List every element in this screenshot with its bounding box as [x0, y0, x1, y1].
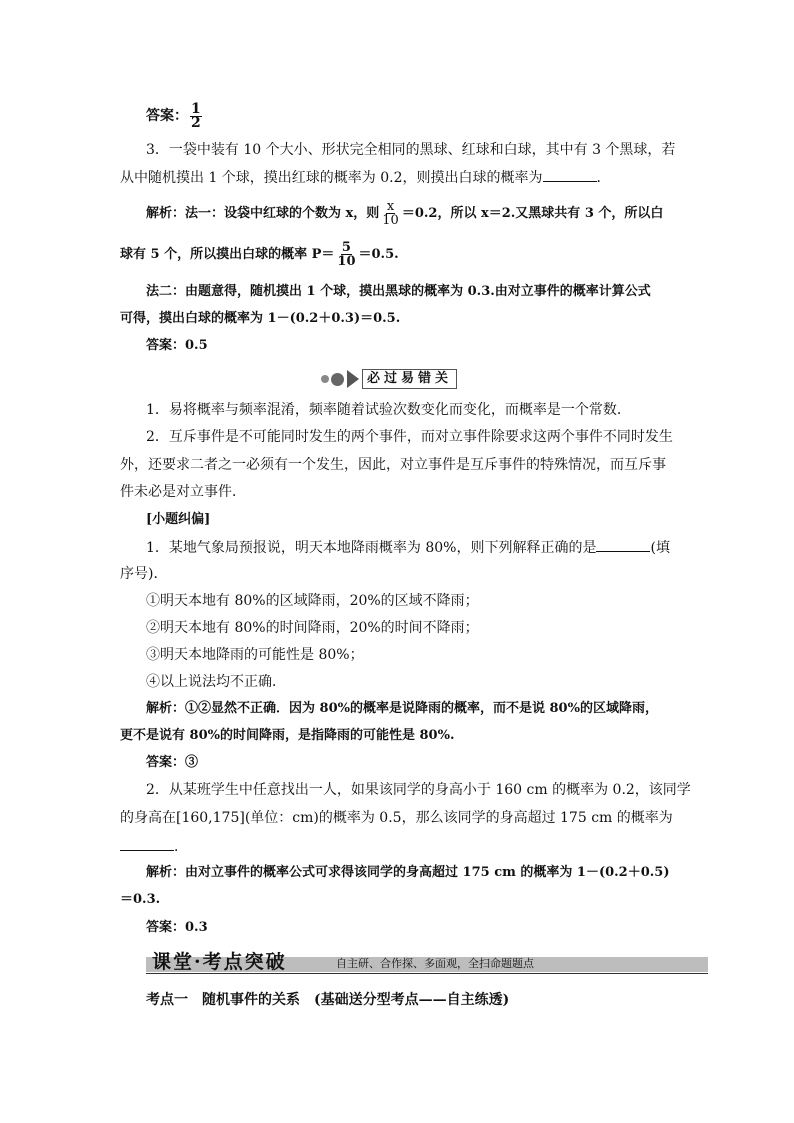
fraction-denominator: 10 — [337, 254, 356, 269]
drill-option-1: ①明天本地有 80%的区域降雨，20%的区域不降雨； — [146, 593, 479, 609]
pitfall-1: 1．易将概率与频率混淆，频率随着试验次数变化而变化，而概率是一个常数． — [146, 402, 631, 418]
topic-heading: 考点一 随机事件的关系 (基础送分型考点——自主练透) — [146, 992, 510, 1008]
drill-heading: [小题纠偏] — [146, 512, 211, 527]
class-section-title: 课堂·考点突破 — [152, 951, 287, 973]
drill-q2-answer: 答案：0.3 — [146, 920, 208, 935]
fraction-numerator: x — [386, 199, 395, 214]
fraction — [336, 241, 356, 268]
drill-q1-answer: 答案：③ — [146, 755, 199, 770]
drill-option-3: ③明天本地降雨的可能性是 80%； — [146, 647, 364, 663]
solution-text: ＝0.2，所以 x＝2.又黑球共有 3 个，所以白 — [401, 206, 664, 221]
fraction-numerator: 1 — [191, 100, 201, 117]
solution-text: 解析：法一：设袋中红球的个数为 x，则 — [146, 206, 380, 221]
fraction — [381, 200, 400, 227]
fraction-numerator: 5 — [341, 240, 351, 255]
solution-text: 球有 5 个，所以摸出白球的概率 P＝ — [120, 247, 335, 262]
q3-solution-line3: 法二：由题意得，随机摸出 1 个球，摸出黑球的概率为 0.3.由对立事件的概率计算公式 — [146, 284, 651, 299]
drill-q1-line1 — [146, 537, 670, 558]
q3-solution-line1 — [146, 197, 663, 231]
answer-blank — [596, 537, 650, 552]
section-label: 必过易错关 — [362, 369, 457, 389]
drill-q1-solution-line1: 解析：①②显然不正确．因为 80%的概率是说降雨的概率，而不是说 80%的区域降雨， — [146, 701, 658, 716]
drill-q2-line2: 的身高在[160,175](单位：cm)的概率为 0.5，那么该同学的身高超过 175 cm 的概率为 — [120, 810, 673, 826]
q3-answer: 答案：0.5 — [146, 338, 208, 353]
dot-large-icon — [331, 373, 344, 386]
drill-option-4: ④以上说法均不正确． — [146, 674, 286, 690]
answer-blank — [543, 167, 597, 182]
pitfall-2-line3: 件未必是对立事件． — [120, 484, 246, 500]
pitfall-2-line2: 外，还要求二者之一必须有一个发生，因此，对立事件是互斥事件的特殊情况，而互斥事 — [120, 457, 666, 473]
drill-q1-solution-line2: 更不是说有 80%的时间降雨，是指降雨的可能性是 80%. — [120, 728, 455, 743]
drill-q1-tail: (填 — [650, 540, 670, 556]
drill-q2-solution-line1: 解析：由对立事件的概率公式可求得该同学的身高超过 175 cm 的概率为 1－(0.2＋0.5) — [146, 865, 670, 880]
answer-line — [146, 101, 204, 131]
dot-small-icon — [321, 375, 329, 383]
class-section-subtitle: 自主研、合作探、多面观，全扫命题题点 — [336, 957, 534, 970]
drill-option-2: ②明天本地有 80%的时间降雨，20%的时间不降雨； — [146, 620, 479, 636]
q3-solution-line2 — [120, 238, 399, 272]
answer-label: 答案： — [146, 108, 188, 124]
fraction-denominator: 2 — [191, 114, 201, 131]
fraction-denominator: 10 — [382, 213, 399, 228]
q3-line1: 3．一袋中装有 10 个大小、形状完全相同的黑球、红球和白球，其中有 3 个黑球，若 — [146, 142, 676, 158]
class-section-banner — [146, 951, 708, 974]
q3-solution-line4: 可得，摸出白球的概率为 1－(0.2＋0.3)＝0.5. — [120, 311, 401, 326]
section-banner-pitfalls — [321, 368, 457, 390]
drill-q2-line1: 2．从某班学生中任意找出一人，如果该同学的身高小于 160 cm 的概率为 0.2，该同学 — [146, 782, 691, 798]
fraction — [190, 100, 202, 131]
q3-line2-text: 从中随机摸出 1 个球，摸出红球的概率为 0.2，则摸出白球的概率为 — [120, 170, 543, 186]
drill-q2-solution-line2: ＝0.3. — [120, 892, 161, 907]
answer-blank — [120, 836, 174, 851]
drill-q2-end: ． — [174, 839, 188, 855]
drill-q1-text: 1．某地气象局预报说，明天本地降雨概率为 80%，则下列解释正确的是 — [146, 540, 597, 556]
drill-q1-line2: 序号)． — [120, 566, 168, 582]
q3-line2 — [120, 167, 611, 188]
drill-q2-line3 — [120, 836, 188, 857]
solution-text: ＝0.5. — [358, 247, 399, 262]
q3-line2-end: ． — [596, 170, 611, 186]
triangle-arrow-icon — [347, 370, 359, 388]
pitfall-2-line1: 2．互斥事件是不可能同时发生的两个事件，而对立事件除要求这两个事件不同时发生 — [146, 429, 673, 445]
